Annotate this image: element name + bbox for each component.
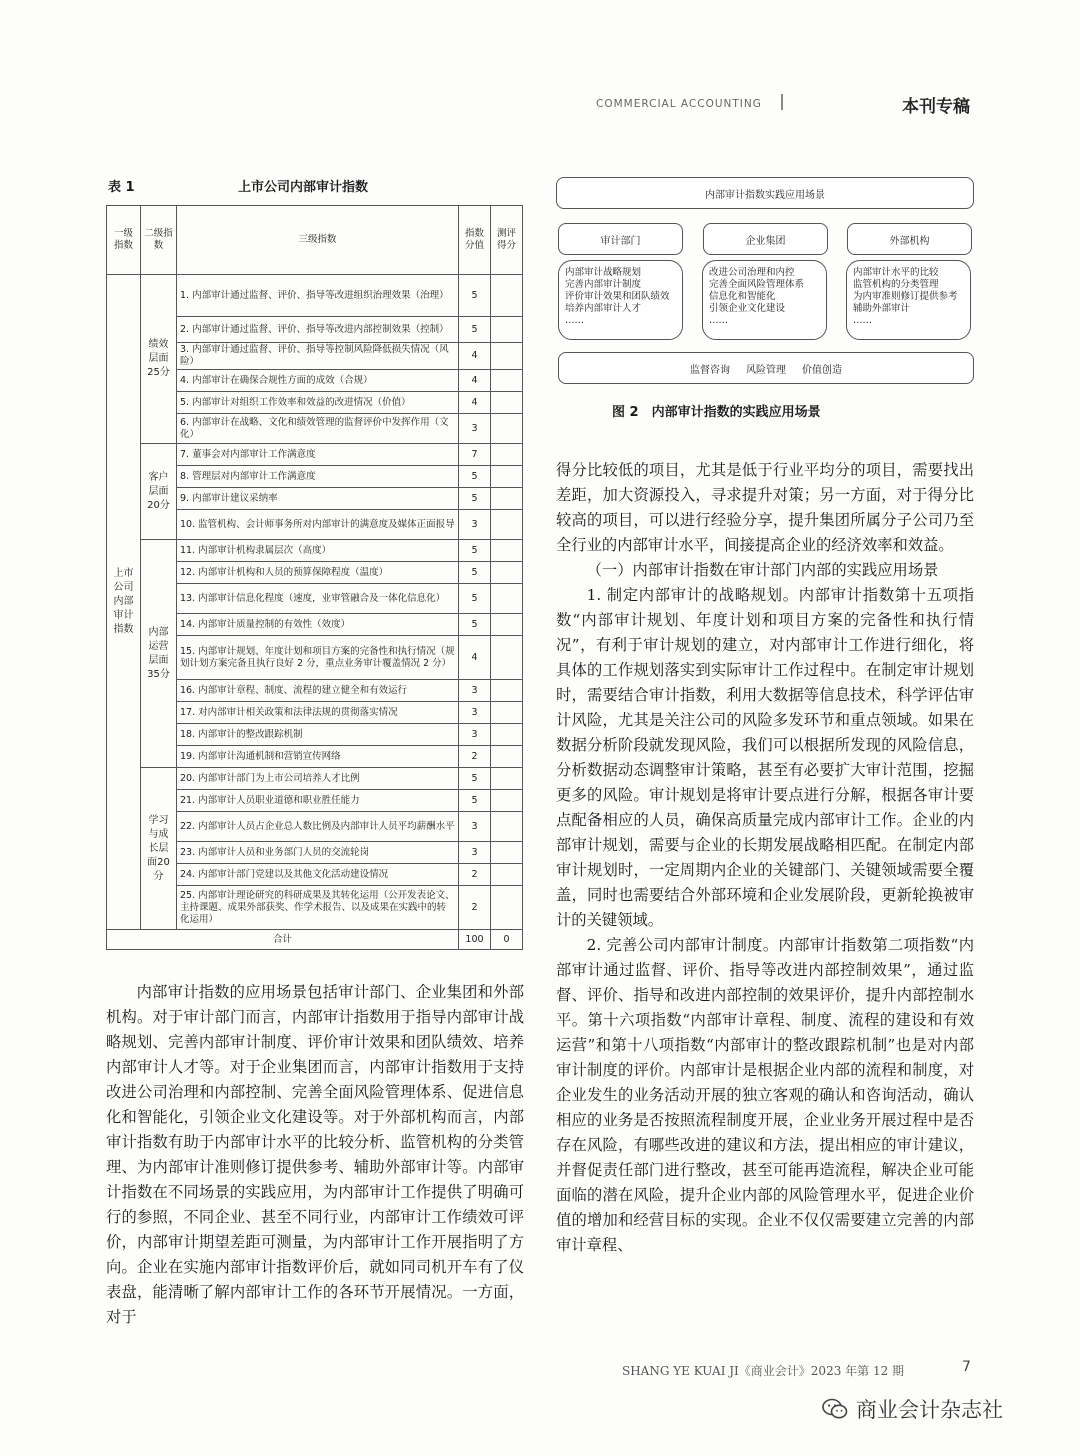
- diagram-content-enterprise-group: [702, 260, 827, 340]
- total-eval: 0: [491, 930, 523, 950]
- score-cell: 5: [459, 540, 491, 562]
- paragraph: 得分比较低的项目，尤其是低于行业平均分的项目，需要找出差距，加大资源投入，寻求提升对策；另一方面，对于得分比较高的项目，可以进行经验分享，提升集团所属分子公司乃至全行业的内部审计水平，间接提高企业的经济效率和效益。: [556, 461, 974, 554]
- header-level2: 二级指数: [141, 206, 177, 275]
- score-cell: 2: [459, 886, 491, 930]
- score-cell: 5: [459, 584, 491, 614]
- eval-cell: [491, 886, 523, 930]
- header-level3: 三级指数: [177, 206, 459, 275]
- diagram-bottom-item: 监督咨询: [690, 364, 730, 376]
- eval-cell: [491, 275, 523, 317]
- eval-cell: [491, 702, 523, 724]
- score-cell: 3: [459, 724, 491, 746]
- level3-cell: 11. 内部审计机构隶属层次（高度）: [177, 540, 459, 562]
- eval-cell: [491, 636, 523, 680]
- total-score: 100: [459, 930, 491, 950]
- diagram-head-label: 审计部门: [600, 235, 641, 247]
- score-cell: 5: [459, 275, 491, 317]
- score-cell: 3: [459, 812, 491, 842]
- level3-cell: 16. 内部审计章程、制度、流程的建立健全和有效运行: [177, 680, 459, 702]
- score-cell: 3: [459, 414, 491, 444]
- level3-cell: 24. 内部审计部门党建以及其他文化活动建设情况: [177, 864, 459, 886]
- diagram-top-box: [556, 177, 974, 209]
- score-cell: 3: [459, 702, 491, 724]
- right-column-text: [556, 458, 974, 1258]
- table-title: 上市公司内部审计指数: [238, 180, 369, 195]
- eval-cell: [491, 584, 523, 614]
- score-cell: 5: [459, 466, 491, 488]
- total-label: 合计: [107, 930, 459, 950]
- eval-cell: [491, 680, 523, 702]
- left-column-text: [106, 980, 524, 1330]
- score-cell: 5: [459, 317, 491, 343]
- table-header-row: [107, 206, 523, 275]
- level3-cell: 2. 内部审计通过监督、评价、指导等改进内部控制效果（控制）: [177, 317, 459, 343]
- table-row: [107, 444, 523, 466]
- eval-cell: [491, 842, 523, 864]
- level3-cell: 15. 内部审计规划、年度计划和项目方案的完备性和执行情况（规划计划方案完备且执行良好 2 分，重点业务审计覆盖情况 2 分）: [177, 636, 459, 680]
- paragraph: 2. 完善公司内部审计制度。内部审计指数第二项指数“内部审计通过监督、评价、指导等改进内部控制效果”，通过监督、评价、指导和改进内部控制的效果评价，提升内部控制水平。第十六项指数“内部审计章程、制度、流程的建设和有效运营”和第十八项指数“内部审计的整改跟踪机制”也是对内部审计制度的评价。内部审计是根据企业内部的流程和制度，对企业发生的业务活动开展的独立客观的确认和咨询活动，确认相应的业务是否按照流程制度开展，企业业务开展过程中是否存在风险，有哪些改进的建议和方法，提出相应的审计建议，并督促责任部门进行整改，甚至可能再造流程，解决企业可能面临的潜在风险，提升企业内部的风险管理水平，促进企业价值的增加和经营目标的实现。企业不仅仅需要建立完善的内部审计章程、: [556, 936, 974, 1254]
- score-cell: 5: [459, 768, 491, 790]
- journal-name-en: COMMERCIAL ACCOUNTING: [596, 98, 762, 110]
- diagram-item: 引领企业文化建设: [709, 303, 786, 314]
- table-body: [107, 206, 523, 950]
- footer-journal: SHANG YE KUAI JI《商业会计》2023 年第 12 期: [622, 1364, 905, 1378]
- level3-cell: 5. 内部审计对组织工作效率和效益的改进情况（价值）: [177, 392, 459, 414]
- diagram-item: 辅助外部审计: [853, 303, 911, 314]
- diagram-item: ……: [565, 315, 584, 326]
- level3-cell: 1. 内部审计通过监督、评价、指导等改进组织治理效果（治理）: [177, 275, 459, 317]
- score-cell: 5: [459, 488, 491, 510]
- level2-cell: 客户层面20分: [141, 444, 177, 540]
- diagram-item: 评价审计效果和团队绩效: [565, 291, 670, 302]
- eval-cell: [491, 466, 523, 488]
- score-cell: 4: [459, 370, 491, 392]
- diagram-top-label: 内部审计指数实践应用场景: [705, 189, 825, 201]
- diagram-item: 改进公司治理和内控: [709, 267, 795, 278]
- eval-cell: [491, 746, 523, 768]
- eval-cell: [491, 510, 523, 540]
- eval-cell: [491, 392, 523, 414]
- column-title: 本刊专稿: [902, 97, 970, 117]
- diagram-content-audit-dept: [558, 260, 683, 340]
- diagram-item: 为内审准则修订提供参考: [853, 291, 958, 302]
- level3-cell: 18. 内部审计的整改跟踪机制: [177, 724, 459, 746]
- eval-cell: [491, 864, 523, 886]
- diagram-item: ……: [709, 315, 728, 326]
- score-cell: 4: [459, 392, 491, 414]
- score-cell: 2: [459, 746, 491, 768]
- level3-cell: 4. 内部审计在确保合规性方面的成效（合规）: [177, 370, 459, 392]
- level3-cell: 25. 内部审计理论研究的科研成果及其转化运用（公开发表论文、主持课题、成果外部获奖、作学术报告、以及成果在实践中的转化运用）: [177, 886, 459, 930]
- diagram-item: 完善内部审计制度: [565, 279, 642, 290]
- level3-cell: 9. 内部审计建议采纳率: [177, 488, 459, 510]
- level3-cell: 19. 内部审计沟通机制和营销宣传网络: [177, 746, 459, 768]
- eval-cell: [491, 343, 523, 370]
- level3-cell: 12. 内部审计机构和人员的预算保障程度（温度）: [177, 562, 459, 584]
- eval-cell: [491, 414, 523, 444]
- header-score: 指数分值: [459, 206, 491, 275]
- header-level1: 一级指数: [107, 206, 141, 275]
- eval-cell: [491, 370, 523, 392]
- diagram-item: 内部审计水平的比较: [853, 267, 939, 278]
- score-cell: 4: [459, 636, 491, 680]
- eval-cell: [491, 562, 523, 584]
- score-cell: 3: [459, 842, 491, 864]
- eval-cell: [491, 812, 523, 842]
- page-number: 7: [962, 1359, 971, 1375]
- eval-cell: [491, 444, 523, 466]
- diagram-head-label: 外部机构: [889, 235, 930, 247]
- eval-cell: [491, 540, 523, 562]
- eval-cell: [491, 614, 523, 636]
- score-cell: 5: [459, 614, 491, 636]
- diagram-head-label: 企业集团: [745, 235, 786, 247]
- diagram-item: 培养内部审计人才: [565, 303, 642, 314]
- eval-cell: [491, 790, 523, 812]
- table-row: [107, 768, 523, 790]
- level3-cell: 3. 内部审计通过监督、评价、指导等控制风险降低损失情况（风险）: [177, 343, 459, 370]
- score-cell: 2: [459, 864, 491, 886]
- wechat-icon: [822, 1398, 848, 1420]
- level3-cell: 6. 内部审计在战略、文化和绩效管理的监督评价中发挥作用（文化）: [177, 414, 459, 444]
- table-row: [107, 275, 523, 317]
- eval-cell: [491, 724, 523, 746]
- diagram-head-external-org: [847, 223, 972, 255]
- header-eval: 测评得分: [491, 206, 523, 275]
- eval-cell: [491, 768, 523, 790]
- audit-index-table: [106, 205, 523, 950]
- table-label: 表 1: [108, 180, 135, 195]
- header-divider: [781, 94, 783, 110]
- level2-cell: 绩效层面25分: [141, 275, 177, 444]
- level3-cell: 23. 内部审计人员和业务部门人员的交流轮岗: [177, 842, 459, 864]
- figure-caption: 图 2 内部审计指数的实践应用场景: [612, 405, 821, 420]
- diagram-item: 信息化和智能化: [709, 291, 776, 302]
- diagram-bottom-item: 价值创造: [802, 364, 842, 376]
- level3-cell: 14. 内部审计质量控制的有效性（效度）: [177, 614, 459, 636]
- level3-cell: 10. 监管机构、会计师事务所对内部审计的满意度及媒体正面报导: [177, 510, 459, 540]
- score-cell: 5: [459, 562, 491, 584]
- score-cell: 4: [459, 343, 491, 370]
- level3-cell: 13. 内部审计信息化程度（速度，业审管融合及一体化信息化）: [177, 584, 459, 614]
- table-row: [107, 540, 523, 562]
- score-cell: 3: [459, 510, 491, 540]
- score-cell: 3: [459, 680, 491, 702]
- diagram-head-enterprise-group: [703, 223, 828, 255]
- level2-cell: 学习与成长层面20分: [141, 768, 177, 930]
- diagram-bottom-item: 风险管理: [746, 364, 786, 376]
- score-cell: 5: [459, 790, 491, 812]
- diagram-content-external-org: [846, 260, 971, 340]
- diagram-item: 内部审计战略规划: [565, 267, 642, 278]
- eval-cell: [491, 488, 523, 510]
- wechat-account-name: 商业会计杂志社: [856, 1398, 1003, 1422]
- level2-cell: 内部运营层面35分: [141, 540, 177, 768]
- eval-cell: [491, 317, 523, 343]
- wechat-watermark: [822, 1394, 1003, 1424]
- paragraph: 1. 制定内部审计的战略规划。内部审计指数第十五项指数“内部审计规划、年度计划和项目方案的完备性和执行情况”，有利于审计规划的建立，对内部审计工作进行细化，将具体的工作规划落实到实际审计工作过程中。在制定审计规划时，需要结合审计指数，利用大数据等信息技术，科学评估审计风险，尤其是关注公司的风险多发环节和重点领域。如果在数据分析阶段就发现风险，我们可以根据所发现的风险信息，分析数据动态调整审计策略，甚至有必要扩大审计范围，挖掘更多的风险。审计规划是将审计要点进行分解，根据各审计要点配备相应的人员，确保高质量完成内部审计工作。企业的内部审计规划，需要与企业的长期发展战略相匹配。在制定内部审计规划时，一定周期内企业的关键部门、关键领域需要全覆盖，同时也需要结合外部环境和企业发展阶段，更新轮换被审计的关键领域。: [556, 586, 974, 929]
- subsection-heading: （一）内部审计指数在审计部门内部的实践应用场景: [586, 561, 939, 579]
- level3-cell: 8. 管理层对内部审计工作满意度: [177, 466, 459, 488]
- score-cell: 7: [459, 444, 491, 466]
- level3-cell: 22. 内部审计人员占企业总人数比例及内部审计人员平均薪酬水平: [177, 812, 459, 842]
- paragraph: 内部审计指数的应用场景包括审计部门、企业集团和外部机构。对于审计部门而言，内部审计指数用于指导内部审计战略规划、完善内部审计制度、评价审计效果和团队绩效、培养内部审计人才等。对于企业集团而言，内部审计指数用于支持改进公司治理和内部控制、完善全面风险管理体系、促进信息化和智能化，引领企业文化建设等。对于外部机构而言，内部审计指数有助于内部审计水平的比较分析、监管机构的分类管理、为内部审计准则修订提供参考、辅助外部审计等。内部审计指数在不同场景的实践应用，为内部审计工作提供了明确可行的参照，不同企业、甚至不同行业，内部审计工作绩效可评价，内部审计期望差距可测量，为内部审计工作开展指明了方向。企业在实施内部审计指数评价后，就如同司机开车有了仪表盘，能清晰了解内部审计工作的各环节开展情况。一方面，对于: [106, 983, 524, 1326]
- diagram-bottom-box: [558, 352, 974, 384]
- level3-cell: 17. 对内部审计相关政策和法律法规的贯彻落实情况: [177, 702, 459, 724]
- level3-cell: 7. 董事会对内部审计工作满意度: [177, 444, 459, 466]
- level3-cell: 20. 内部审计部门为上市公司培养人才比例: [177, 768, 459, 790]
- diagram-item: 监管机构的分类管理: [853, 279, 939, 290]
- total-row: [107, 930, 523, 950]
- diagram-head-audit-dept: [558, 223, 683, 255]
- level3-cell: 21. 内部审计人员职业道德和职业胜任能力: [177, 790, 459, 812]
- diagram-item: 完善全面风险管理体系: [709, 279, 805, 290]
- level1-cell: 上市公司内部审计指数: [107, 275, 141, 930]
- diagram-item: ……: [853, 315, 872, 326]
